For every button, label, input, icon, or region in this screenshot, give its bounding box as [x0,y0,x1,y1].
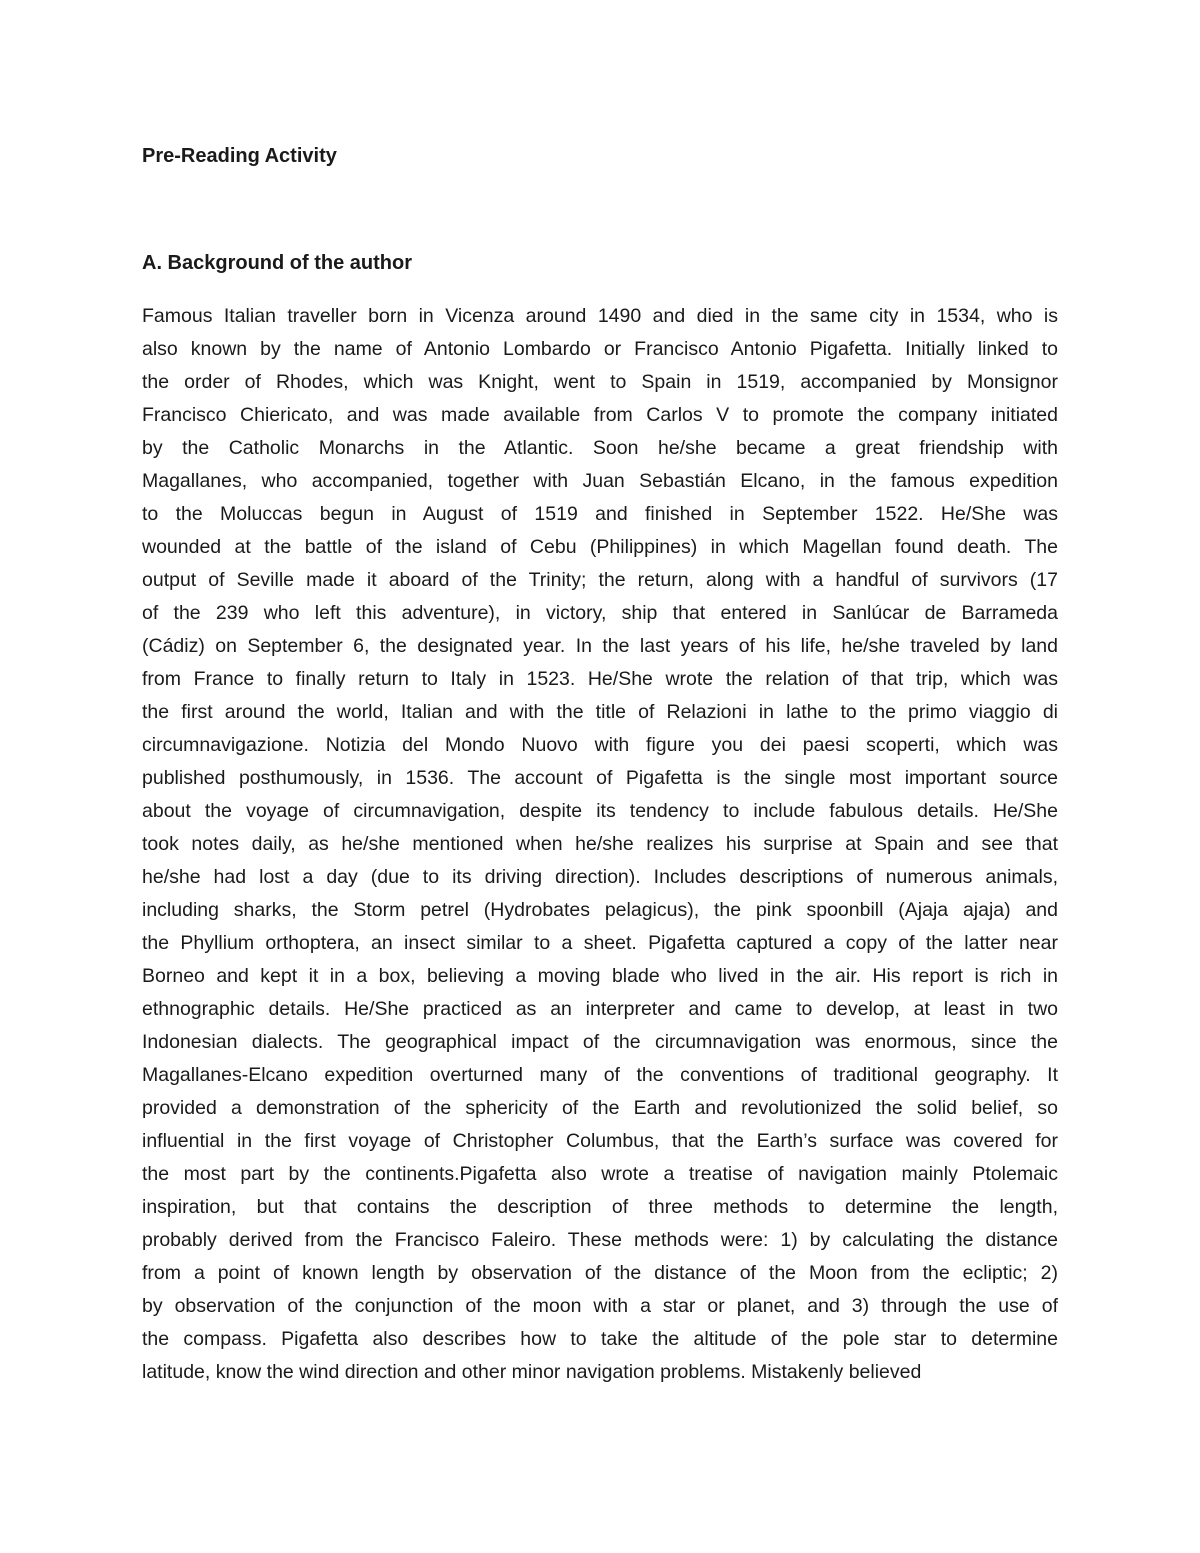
paragraph-line: Famous Italian traveller born in Vicenza around 1490 and died in the same city in 1534, who is [142,305,1058,327]
paragraph-line: also known by the name of Antonio Lombardo or Francisco Antonio Pigafetta. Initially linked to [142,338,1058,360]
paragraph-line: about the voyage of circumnavigation, despite its tendency to include fabulous details. He/She [142,800,1058,822]
paragraph-line: the first around the world, Italian and with the title of Relazioni in lathe to the primo viaggio di [142,701,1058,723]
paragraph-line: by the Catholic Monarchs in the Atlantic. Soon he/she became a great friendship with [142,437,1058,459]
paragraph-line: Francisco Chiericato, and was made available from Carlos V to promote the company initiated [142,404,1058,426]
body-paragraph [142,300,1058,1389]
paragraph-line: provided a demonstration of the sphericity of the Earth and revolutionized the solid belief, so [142,1097,1058,1119]
paragraph-line: probably derived from the Francisco Faleiro. These methods were: 1) by calculating the distance [142,1229,1058,1251]
page-title: Pre-Reading Activity [142,145,337,167]
paragraph-line: he/she had lost a day (due to its driving direction). Includes descriptions of numerous animals, [142,866,1058,888]
paragraph-line: from a point of known length by observation of the distance of the Moon from the ecliptic; 2) [142,1262,1058,1284]
paragraph-line: circumnavigazione. Notizia del Mondo Nuovo with figure you dei paesi scoperti, which was [142,734,1058,756]
paragraph-line: by observation of the conjunction of the moon with a star or planet, and 3) through the use of [142,1295,1058,1317]
paragraph-line: wounded at the battle of the island of Cebu (Philippines) in which Magellan found death. The [142,536,1058,558]
paragraph-line: to the Moluccas begun in August of 1519 and finished in September 1522. He/She was [142,503,1058,525]
paragraph-line: inspiration, but that contains the description of three methods to determine the length, [142,1196,1058,1218]
paragraph-line: Borneo and kept it in a box, believing a moving blade who lived in the air. His report is rich in [142,965,1058,987]
paragraph-line: influential in the first voyage of Christopher Columbus, that the Earth’s surface was covered for [142,1130,1058,1152]
section-heading: A. Background of the author [142,252,412,274]
paragraph-line: the compass. Pigafetta also describes how to take the altitude of the pole star to determine [142,1328,1058,1350]
paragraph-line: output of Seville made it aboard of the Trinity; the return, along with a handful of survivors (17 [142,569,1058,591]
paragraph-line: ethnographic details. He/She practiced as an interpreter and came to develop, at least in two [142,998,1058,1020]
paragraph-line: published posthumously, in 1536. The account of Pigafetta is the single most important source [142,767,1058,789]
paragraph-line: Magallanes-Elcano expedition overturned many of the conventions of traditional geography. It [142,1064,1058,1086]
paragraph-line: the order of Rhodes, which was Knight, went to Spain in 1519, accompanied by Monsignor [142,371,1058,393]
paragraph-line: latitude, know the wind direction and other minor navigation problems. Mistakenly believed [142,1361,922,1383]
paragraph-line: of the 239 who left this adventure), in victory, ship that entered in Sanlúcar de Barrameda [142,602,1058,624]
paragraph-line: (Cádiz) on September 6, the designated year. In the last years of his life, he/she traveled by land [142,635,1058,657]
paragraph-line: the Phyllium orthoptera, an insect similar to a sheet. Pigafetta captured a copy of the latter near [142,932,1058,954]
paragraph-line: from France to finally return to Italy in 1523. He/She wrote the relation of that trip, which was [142,668,1058,690]
paragraph-line: Magallanes, who accompanied, together with Juan Sebastián Elcano, in the famous expedition [142,470,1058,492]
paragraph-line: including sharks, the Storm petrel (Hydrobates pelagicus), the pink spoonbill (Ajaja ajaja) and [142,899,1058,921]
paragraph-line: took notes daily, as he/she mentioned when he/she realizes his surprise at Spain and see that [142,833,1058,855]
paragraph-line: the most part by the continents.Pigafetta also wrote a treatise of navigation mainly Ptolemaic [142,1163,1058,1185]
paragraph-line: Indonesian dialects. The geographical impact of the circumnavigation was enormous, since the [142,1031,1058,1053]
